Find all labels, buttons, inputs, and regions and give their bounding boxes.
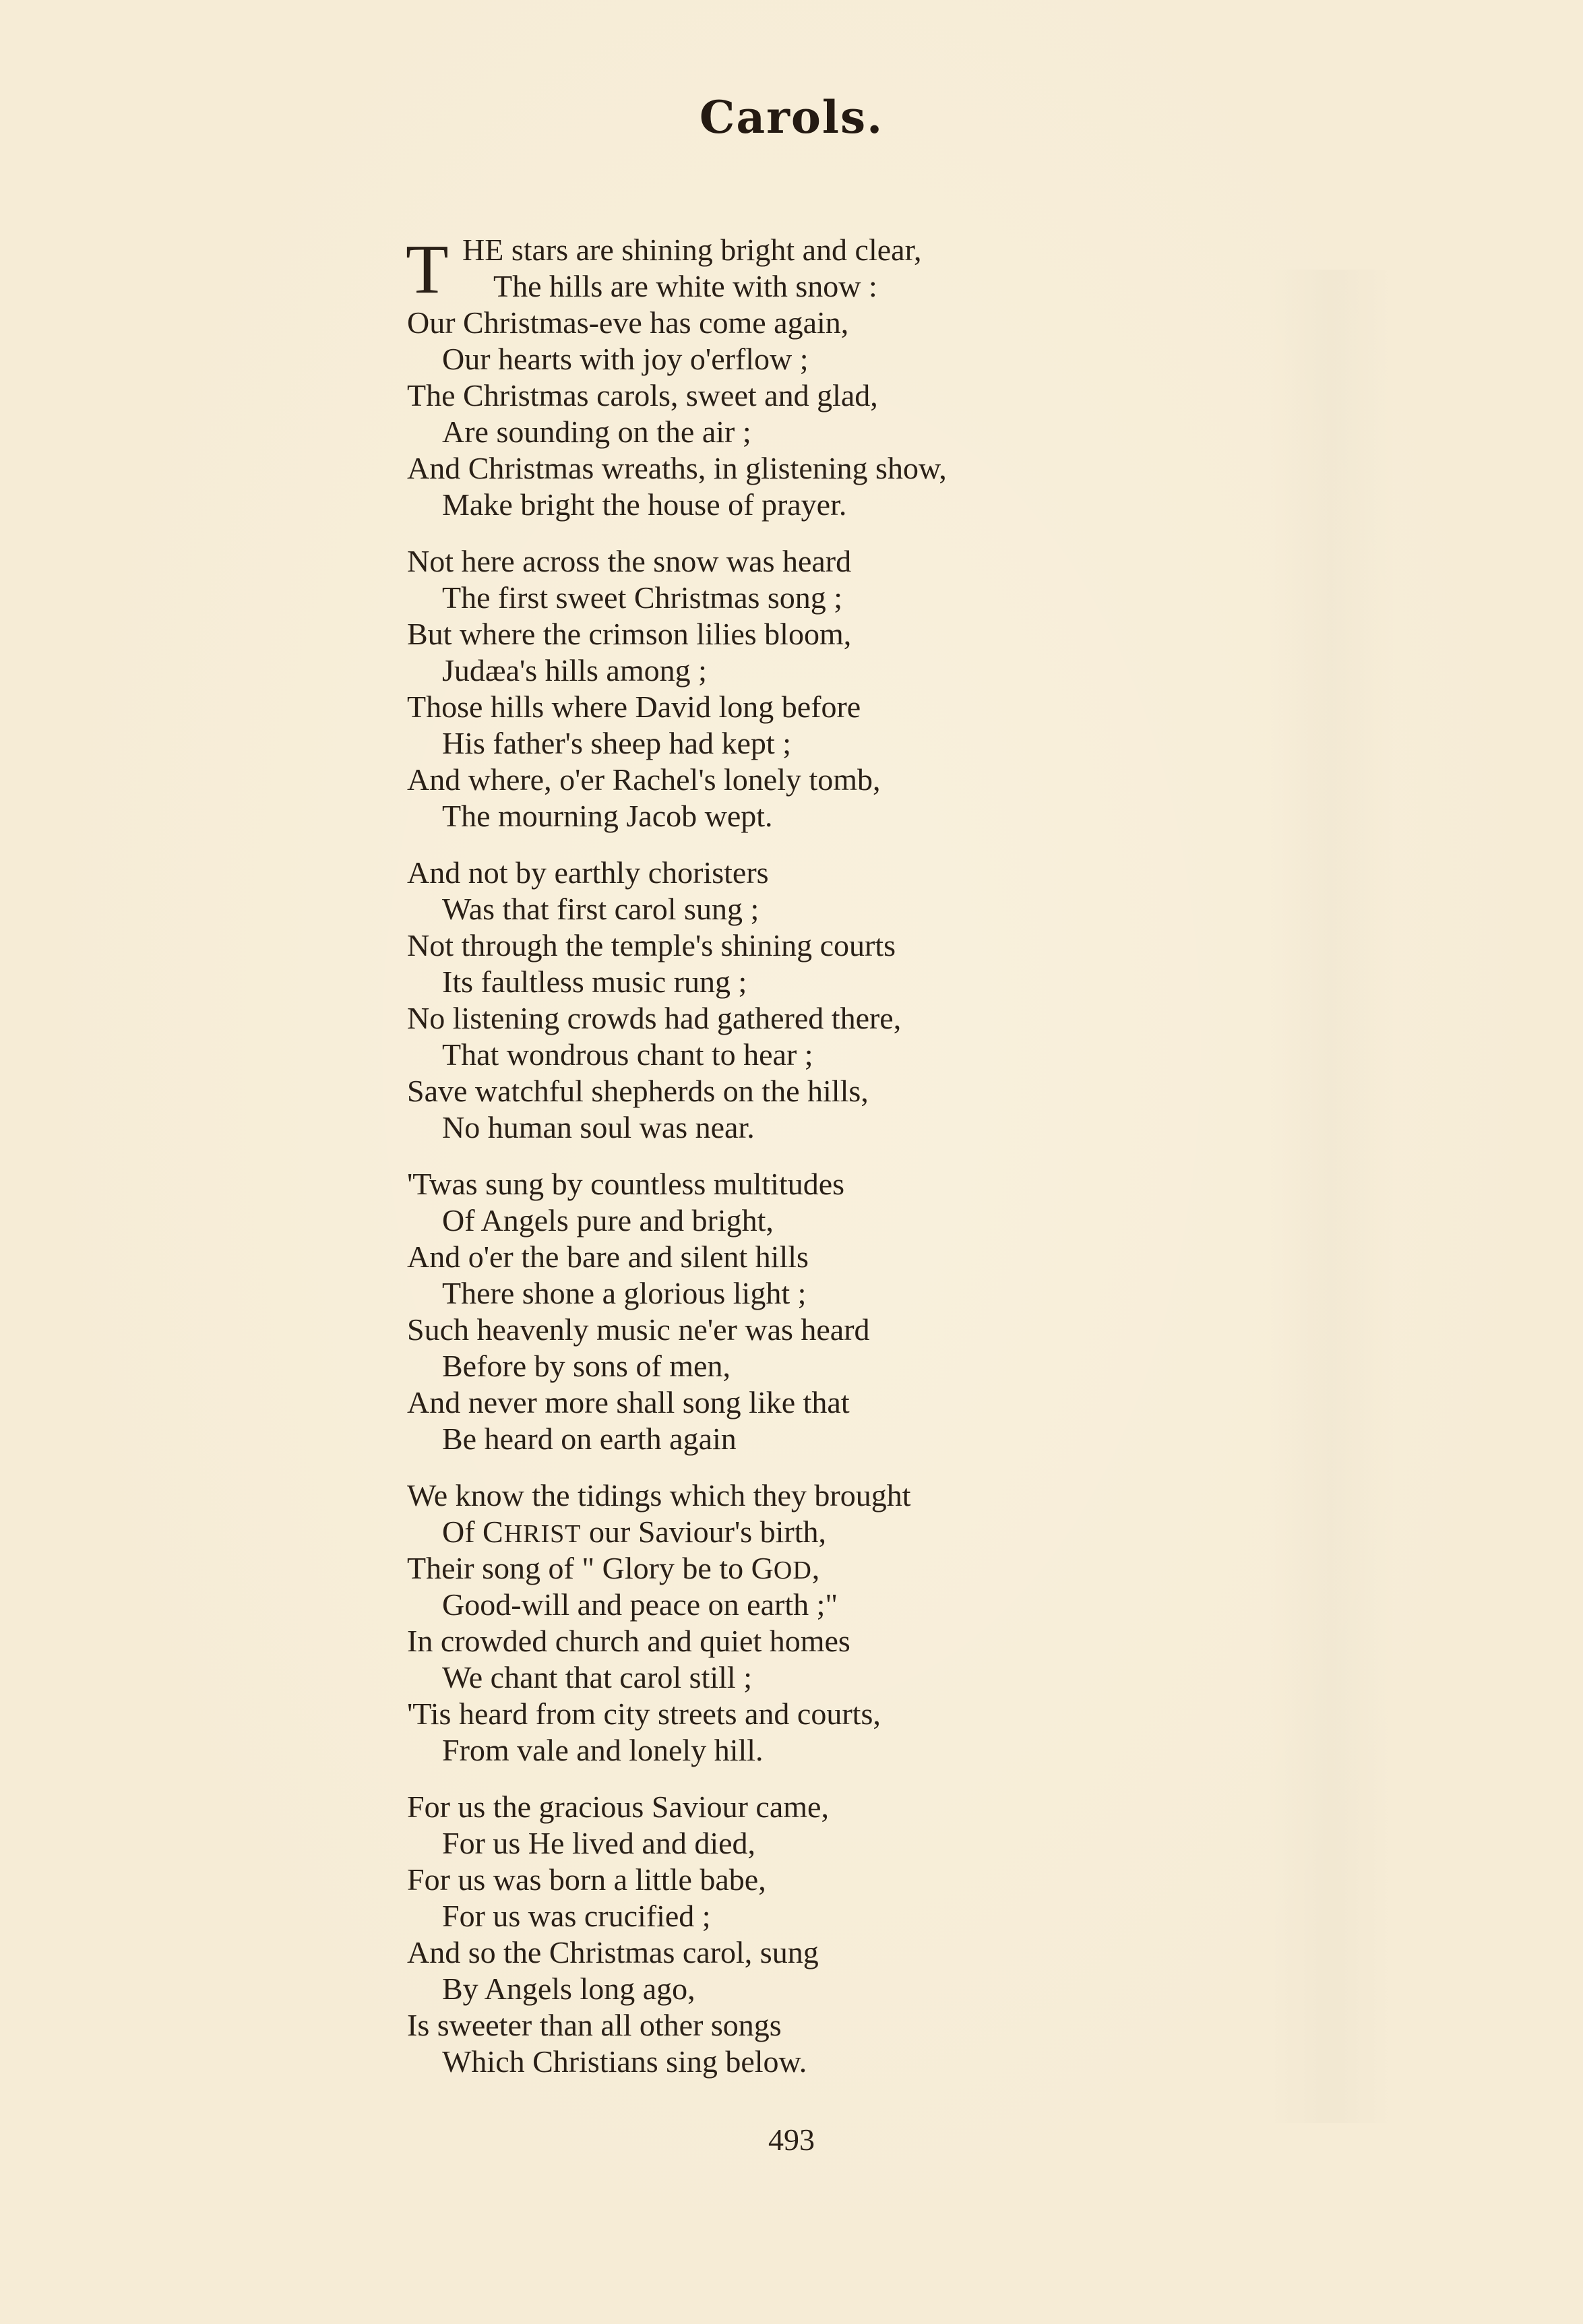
line-part: Their song of " Glory be to	[407, 1551, 751, 1585]
poem-line: Good-will and peace on earth ;"	[442, 1587, 838, 1622]
poem-line: No human soul was near.	[442, 1110, 755, 1144]
poem-line: And Christmas wreaths, in glistening show,	[407, 451, 947, 485]
stanza-6	[407, 1789, 1512, 2080]
poem-line: In crowded church and quiet homes	[407, 1624, 850, 1658]
poem-line: The mourning Jacob wept.	[442, 799, 773, 833]
poem-line: By Angels long ago,	[442, 1971, 695, 2006]
stanza-4	[407, 1166, 1512, 1457]
poem-line: Are sounding on the air ;	[442, 415, 751, 449]
poem-line: And where, o'er Rachel's lonely tomb,	[407, 762, 881, 797]
poem-line: Which Christians sing below.	[442, 2044, 807, 2079]
line-part: our Saviour's birth,	[581, 1515, 827, 1549]
page-title: Carols.	[699, 91, 884, 144]
poem-line: And never more shall song like that	[407, 1385, 850, 1419]
poem-line: And so the Christmas carol, sung	[407, 1935, 819, 1969]
poem-line	[407, 1550, 1512, 1587]
poem-line: Our hearts with joy o'erflow ;	[442, 342, 809, 376]
poem-line: For us the gracious Saviour came,	[407, 1790, 829, 1824]
poem	[407, 232, 1512, 2100]
poem-line: Is sweeter than all other songs	[407, 2008, 782, 2042]
small-caps-initial: C	[483, 1515, 504, 1549]
poem-line: 'Twas sung by countless multitudes	[407, 1167, 845, 1201]
poem-line: No listening crowds had gathered there,	[407, 1001, 902, 1035]
stanza-5	[407, 1477, 1512, 1769]
small-caps-word	[483, 1515, 582, 1549]
poem-line: 'Tis heard from city streets and courts,	[407, 1696, 881, 1731]
poem-line: We know the tidings which they brought	[407, 1478, 911, 1512]
god-initial: G	[751, 1551, 774, 1585]
line-part: ,	[811, 1551, 820, 1585]
poem-line: Not through the temple's shining courts	[407, 928, 896, 962]
poem-line: For us was crucified ;	[442, 1899, 711, 1933]
poem-line: Such heavenly music ne'er was heard	[407, 1312, 870, 1347]
poem-line: His father's sheep had kept ;	[442, 726, 791, 760]
poem-line: Save watchful shepherds on the hills,	[407, 1074, 869, 1108]
poem-line: The Christmas carols, sweet and glad,	[407, 378, 878, 412]
first-line-text: HE stars are shining bright and clear,	[462, 233, 922, 267]
poem-line: That wondrous chant to hear ;	[442, 1037, 813, 1072]
poem-line: Its faultless music rung ;	[442, 965, 747, 999]
god-rest: OD	[773, 1556, 812, 1585]
stanza-1	[407, 232, 1512, 523]
stanza-3	[407, 855, 1512, 1146]
poem-line: The first sweet Christmas song ;	[442, 580, 843, 615]
poem-line: And not by earthly choristers	[407, 855, 769, 890]
poem-line: Be heard on earth again	[442, 1421, 737, 1456]
poem-line: Of Angels pure and bright,	[442, 1203, 774, 1237]
line-part: Of	[442, 1515, 483, 1549]
poem-line: Judæa's hills among ;	[442, 653, 707, 687]
poem-line: We chant that carol still ;	[442, 1660, 752, 1694]
poem-line: And o'er the bare and silent hills	[407, 1240, 809, 1274]
poem-line: Those hills where David long before	[407, 690, 861, 724]
poem-line: From vale and lonely hill.	[442, 1733, 764, 1767]
poem-line: Our Christmas-eve has come again,	[407, 305, 849, 340]
drop-cap: T	[406, 231, 449, 308]
poem-line: Not here across the snow was heard	[407, 544, 852, 578]
poem-line: For us He lived and died,	[442, 1826, 756, 1860]
poem-line: For us was born a little babe,	[407, 1862, 766, 1897]
poem-line: The hills are white with snow :	[493, 269, 877, 303]
small-caps-rest: HRIST	[503, 1520, 582, 1548]
poem-line: Before by sons of men,	[442, 1349, 731, 1383]
small-caps-word	[751, 1551, 812, 1585]
poem-line	[407, 1514, 1512, 1550]
poem-line: Make bright the house of prayer.	[442, 487, 847, 522]
poem-line: There shone a glorious light ;	[442, 1276, 807, 1310]
poem-line: But where the crimson lilies bloom,	[407, 617, 852, 651]
page-number: 493	[768, 2122, 815, 2157]
poem-line: Was that first carol sung ;	[442, 892, 759, 926]
stanza-2	[407, 543, 1512, 834]
